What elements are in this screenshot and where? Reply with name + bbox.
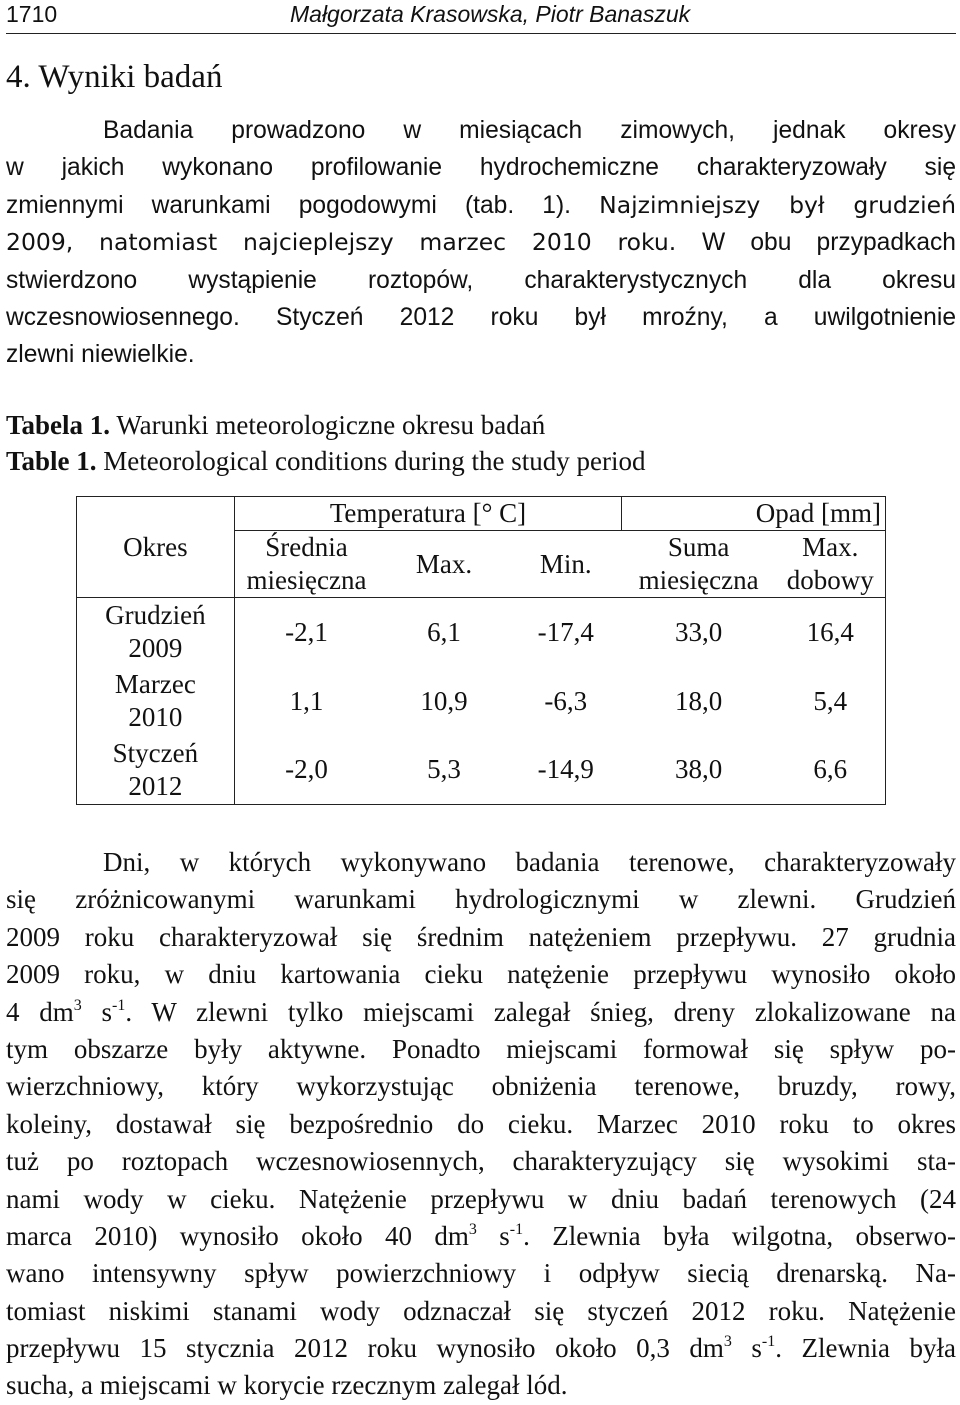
cell-sum: 38,0 xyxy=(622,736,776,805)
text-line: przepływu 15 stycznia 2012 roku wynosiło około 0,3 $dm^3$ $s^{-1}$. Zlewnia była xyxy=(6,1333,956,1364)
table-row xyxy=(77,598,886,667)
text-line: marca 2010) wynosiło około 40 $dm^3$ $s^{-1}$. Zlewnia była wilgotna, obserwo- xyxy=(6,1220,956,1251)
text-line: w jakich wykonano profilowanie hydrochemiczne charakteryzowały się xyxy=(6,154,956,182)
cell-sum: 33,0 xyxy=(674,616,723,647)
table-row xyxy=(77,667,886,736)
text-line: koleiny, dostawał się bezpośrednio do cieku. Marzec 2010 roku to okres xyxy=(6,1108,956,1139)
running-authors: Małgorzata Krasowska, Piotr Banaszuk xyxy=(290,1,691,27)
cell-daily-max: 16,4 xyxy=(776,598,886,667)
header-min: Min. xyxy=(510,531,622,598)
cell-max: 5,3 xyxy=(378,736,510,805)
row-period: Grudzień 2009 xyxy=(77,598,235,667)
text-line: tomiast niskimi stanami wody odznaczał się styczeń 2012 roku. Natężenie xyxy=(6,1295,956,1326)
cell-avg: 1,1 xyxy=(289,685,324,716)
text-line: 2009 roku charakteryzował się średnim natężeniem przepływu. 27 grudnia xyxy=(6,921,956,952)
header-precipitation: Opad [mm] xyxy=(622,497,886,531)
header-daily-max: Max. dobowy xyxy=(776,531,886,598)
text-line: tym obszarze były aktywne. Ponadto miejscami formował się spływ po- xyxy=(6,1033,956,1064)
cell-min: -14,9 xyxy=(510,736,622,805)
cell-sum: 18,0 xyxy=(674,685,723,716)
cell-min: -17,4 xyxy=(537,616,594,647)
page-number: 1710 xyxy=(6,1,58,27)
table-caption-en: Table 1. Meteorological conditions during the study period xyxy=(6,446,646,476)
header-monthly-average: Średnia miesięczna xyxy=(234,531,378,598)
table-row xyxy=(77,736,886,805)
text-line: 2009 roku, w dniu kartowania cieku natężenie przepływu wynosiło około xyxy=(6,959,956,990)
text-line: się zróżnicowanymi warunkami hydrologicznymi w zlewni. Grudzień xyxy=(6,884,956,915)
row-period: Marzec 2010 xyxy=(77,667,235,736)
text-line: wczesnowiosennego. Styczeń 2012 roku był mroźny, a uwilgotnienie xyxy=(6,303,956,331)
text-line: zlewni niewielkie. xyxy=(6,341,195,369)
cell-daily-max: 5,4 xyxy=(776,667,886,736)
cell-max: 10,9 xyxy=(420,685,468,716)
text-line: stwierdzono wystąpienie roztopów, charakterystycznych dla okresu xyxy=(6,266,956,294)
text-line: sucha, a miejscami w korycie rzecznym zalegał lód. xyxy=(6,1370,568,1401)
header-rule xyxy=(6,33,956,34)
text-line: 2009, natomiast najcieplejszy marzec 2010 roku. W obu przypadkach xyxy=(6,228,956,257)
header-temperature: Temperatura [° C] xyxy=(234,497,621,531)
header-max: Max. xyxy=(378,531,510,598)
header-period: Okres xyxy=(77,497,235,598)
table-caption-pl: Tabela 1. Warunki meteorologiczne okresu badań xyxy=(6,410,546,440)
row-period: Styczeń 2012 xyxy=(77,736,235,805)
text-line: tuż po roztopach wczesnowiosennych, charakteryzujący się wysokimi sta- xyxy=(6,1146,956,1177)
text-line: nami wody w cieku. Natężenie przepływu w dniu badań terenowych (24 xyxy=(6,1183,956,1214)
cell-min: -6,3 xyxy=(544,685,588,716)
text-line: 4 $dm^3$ $s^{-1}$. W zlewni tylko miejscami zalegał śnieg, dreny zlokalizowane na xyxy=(6,996,956,1027)
header-monthly-sum: Suma miesięczna xyxy=(622,531,776,598)
meteorological-table xyxy=(76,496,886,805)
text-line: Dni, w których wykonywano badania terenowe, charakteryzowały xyxy=(103,847,956,877)
text-line: Badania prowadzono w miesiącach zimowych, jednak okresy xyxy=(103,117,956,144)
text-line: wierzchniowy, który wykorzystując obniżenia terenowe, bruzdy, rowy, xyxy=(6,1071,956,1102)
results-paragraph xyxy=(6,844,956,1405)
cell-daily-max: 6,6 xyxy=(776,736,886,805)
text-line: wano intensywny spływ powierzchniowy i odpływ siecią drenarską. Na- xyxy=(6,1258,956,1289)
cell-avg: -2,1 xyxy=(285,616,328,647)
cell-max: 6,1 xyxy=(427,616,461,647)
running-header xyxy=(6,0,956,30)
text-line: zmiennymi warunkami pogodowymi (tab. 1). Najzimniejszy był grudzień xyxy=(6,190,956,219)
section-heading: 4. Wyniki badań xyxy=(6,59,223,95)
cell-avg: -2,0 xyxy=(234,736,378,805)
intro-paragraph xyxy=(6,112,956,374)
